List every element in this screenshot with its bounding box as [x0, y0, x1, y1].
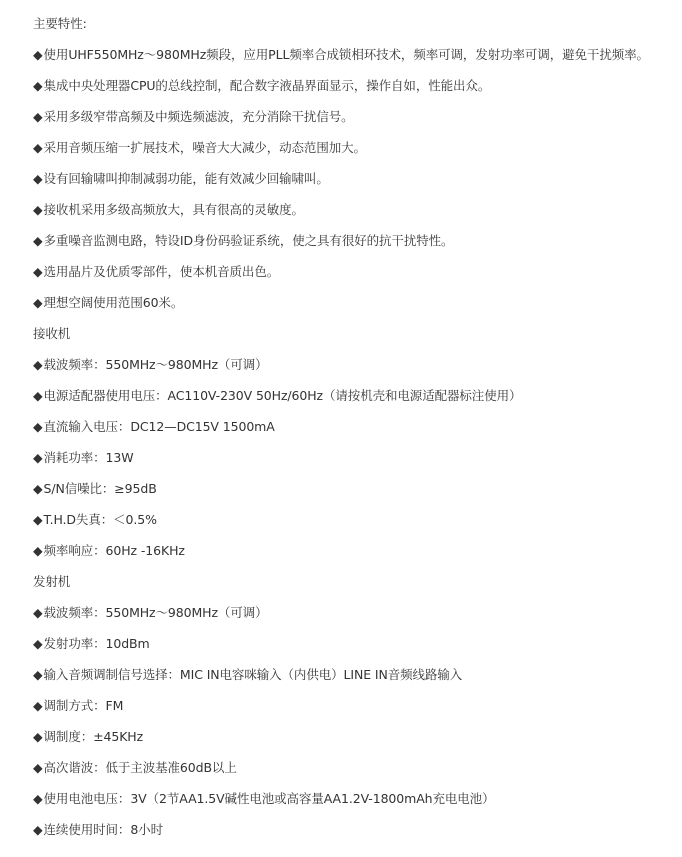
diamond-bullet-icon: ◆: [33, 512, 43, 527]
list-item-text: 直流输入电压：DC12—DC15V 1500mA: [43, 419, 275, 434]
list-item-text: 载波频率：550MHz～980MHz（可调）: [43, 605, 268, 620]
list-item-text: 多重噪音监测电路，特设ID身份码验证系统，使之具有很好的抗干扰特性。: [43, 233, 454, 248]
diamond-bullet-icon: ◆: [33, 822, 43, 837]
diamond-bullet-icon: ◆: [33, 450, 43, 465]
section-heading-receiver: 接收机: [33, 326, 71, 341]
diamond-bullet-icon: ◆: [33, 636, 43, 651]
diamond-bullet-icon: ◆: [33, 791, 43, 806]
list-item-text: 调制度：±45KHz: [43, 729, 144, 744]
section-heading-transmitter: 发射机: [33, 574, 71, 589]
list-item: [33, 814, 673, 845]
list-item: [33, 783, 673, 814]
list-item-text: 高次谐波：低于主波基准60dB以上: [43, 760, 237, 775]
list-item-text: 频率响应：60Hz -16KHz: [43, 543, 185, 558]
list-item: [33, 194, 673, 225]
list-item: [33, 535, 673, 566]
diamond-bullet-icon: ◆: [33, 729, 43, 744]
list-item: [33, 659, 673, 690]
diamond-bullet-icon: ◆: [33, 388, 43, 403]
list-item-text: 采用多级窄带高频及中频选频滤波，充分消除干扰信号。: [43, 109, 354, 124]
list-item-text: 输入音频调制信号选择：MIC IN电容咪输入（内供电）LINE IN音频线路输入: [43, 667, 463, 682]
diamond-bullet-icon: ◆: [33, 543, 43, 558]
spec-document: [33, 8, 673, 845]
list-item: [33, 101, 673, 132]
list-item-text: 载波频率：550MHz～980MHz（可调）: [43, 357, 268, 372]
list-item: [33, 597, 673, 628]
diamond-bullet-icon: ◆: [33, 419, 43, 434]
list-item: [33, 70, 673, 101]
section-heading-main-features: 主要特性:: [33, 16, 87, 31]
list-item-text: 使用UHF550MHz～980MHz频段，应用PLL频率合成锁相环技术，频率可调，发射功率可调，避免干扰频率。: [43, 47, 649, 62]
list-item: [33, 690, 673, 721]
list-item: [33, 411, 673, 442]
list-item-text: 调制方式：FM: [43, 698, 124, 713]
list-item: [33, 287, 673, 318]
diamond-bullet-icon: ◆: [33, 202, 43, 217]
list-item-text: 采用音频压缩一扩展技术，噪音大大减少，动态范围加大。: [43, 140, 366, 155]
list-item: [33, 39, 673, 70]
list-item: [33, 163, 673, 194]
diamond-bullet-icon: ◆: [33, 698, 43, 713]
diamond-bullet-icon: ◆: [33, 109, 43, 124]
list-item-text: 消耗功率：13W: [43, 450, 134, 465]
diamond-bullet-icon: ◆: [33, 264, 43, 279]
list-item: [33, 721, 673, 752]
list-item-text: 使用电池电压：3V（2节AA1.5V碱性电池或高容量AA1.2V-1800mAh充电电池）: [43, 791, 495, 806]
list-item-text: 选用晶片及优质零部件，使本机音质出色。: [43, 264, 280, 279]
list-item: [33, 256, 673, 287]
diamond-bullet-icon: ◆: [33, 47, 43, 62]
list-item-text: 集成中央处理器CPU的总线控制，配合数字液晶界面显示，操作自如，性能出众。: [43, 78, 491, 93]
list-item: [33, 380, 673, 411]
diamond-bullet-icon: ◆: [33, 481, 43, 496]
list-item: [33, 132, 673, 163]
list-item-text: 理想空阔使用范围60米。: [43, 295, 184, 310]
diamond-bullet-icon: ◆: [33, 295, 43, 310]
list-item: [33, 473, 673, 504]
list-item-text: 连续使用时间：8小时: [43, 822, 163, 837]
list-item-text: 接收机采用多级高频放大，具有很高的灵敏度。: [43, 202, 304, 217]
diamond-bullet-icon: ◆: [33, 171, 43, 186]
diamond-bullet-icon: ◆: [33, 140, 43, 155]
diamond-bullet-icon: ◆: [33, 233, 43, 248]
diamond-bullet-icon: ◆: [33, 78, 43, 93]
list-item-text: T.H.D失真：＜0.5%: [43, 512, 157, 527]
list-item: [33, 504, 673, 535]
list-item: [33, 349, 673, 380]
list-item-text: S/N信噪比：≥95dB: [43, 481, 157, 496]
diamond-bullet-icon: ◆: [33, 667, 43, 682]
list-item-text: 设有回输啸叫抑制减弱功能，能有效减少回输啸叫。: [43, 171, 329, 186]
diamond-bullet-icon: ◆: [33, 605, 43, 620]
list-item: [33, 628, 673, 659]
list-item-text: 电源适配器使用电压：AC110V-230V 50Hz/60Hz（请按机壳和电源适配器标注使用）: [43, 388, 522, 403]
list-item: [33, 442, 673, 473]
diamond-bullet-icon: ◆: [33, 357, 43, 372]
list-item: [33, 752, 673, 783]
diamond-bullet-icon: ◆: [33, 760, 43, 775]
list-item: [33, 225, 673, 256]
list-item-text: 发射功率：10dBm: [43, 636, 150, 651]
